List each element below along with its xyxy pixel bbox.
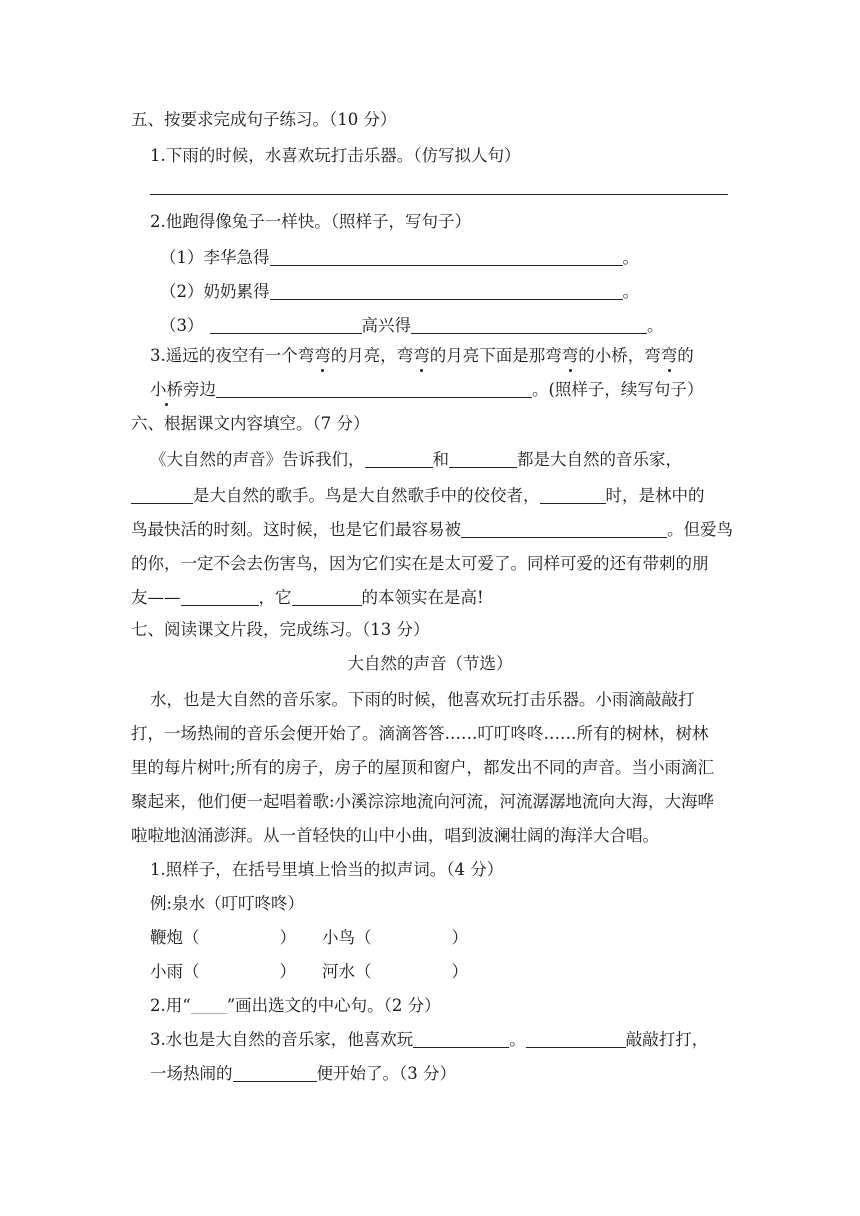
passage-line: 打，一场热闹的音乐会便开始了。滴滴答答……叮叮咚咚……所有的树林，树林 (131, 724, 709, 743)
blank[interactable] (461, 521, 667, 538)
close-paren: ） (451, 962, 468, 981)
q3-dotted-word: 小桥 (150, 380, 183, 399)
fill-item (322, 928, 468, 948)
q3-text: 小桥， (594, 346, 645, 365)
para-text: 。但爱鸟 (667, 520, 733, 539)
fill-item-label: 河水（ (322, 962, 372, 981)
q3-blank[interactable] (216, 381, 532, 398)
period: 。 (647, 316, 664, 335)
q3-text: 月亮， (347, 346, 397, 365)
q2-text: ”画出选文的中心句。（2 分） (226, 996, 441, 1015)
q2-item-2 (160, 282, 639, 302)
q3-text: 敲敲打打， (625, 1030, 709, 1049)
section-7-q1: 1.照样子，在括号里填上恰当的拟声词。（4 分） (150, 860, 504, 879)
section-6-para-line-5 (131, 588, 484, 608)
example-line: 例:泉水（叮叮咚咚） (150, 894, 305, 913)
fill-item-label: 小雨（ (150, 962, 200, 981)
answer-line-q1[interactable] (150, 194, 728, 195)
section-7-q3-line-1 (150, 1030, 708, 1050)
section-7-heading: 七、阅读课文片段，完成练习。（13 分） (131, 620, 430, 639)
section-7-q2 (150, 996, 441, 1016)
q3-text: 。(照样子，续写句子） (532, 380, 704, 399)
q2-item-3-blank-2[interactable] (411, 317, 647, 334)
blank[interactable] (233, 1065, 317, 1082)
q3-text: 便开始了。（3 分） (316, 1064, 456, 1083)
close-paren: ） (279, 962, 296, 981)
section-7-q3-line-2 (150, 1064, 456, 1084)
q2-item-3-mid: 高兴得 (361, 316, 411, 335)
passage-line: 啦啦地汹涌澎湃。从一首轻快的山中小曲，唱到波澜壮阔的海洋大合唱。 (131, 826, 659, 845)
para-text: 的本领实在是高! (361, 588, 484, 607)
q3-text: 。 (509, 1030, 526, 1049)
blank[interactable] (365, 451, 433, 468)
blank[interactable] (131, 487, 193, 504)
close-paren: ） (279, 928, 296, 947)
para-text: 和 (432, 450, 449, 469)
q3-text: 3.水也是大自然的音乐家，他喜欢玩 (150, 1030, 414, 1049)
blank[interactable] (292, 589, 362, 606)
para-text: 友—— (131, 588, 181, 607)
q3-text: 一场热闹的 (150, 1064, 233, 1083)
blank[interactable] (526, 1031, 626, 1048)
q3-dotted-word: 弯弯的 (644, 346, 694, 365)
section-5-q1: 1.下雨的时候，水喜欢玩打击乐器。（仿写拟人句） (150, 146, 521, 165)
q3-text: 旁边 (183, 380, 216, 399)
fill-item-label: 小鸟（ (322, 928, 372, 947)
q3-dotted-word: 弯弯的 (545, 346, 595, 365)
fill-item (150, 928, 296, 948)
blank[interactable] (540, 487, 606, 504)
q2-item-3-blank-1[interactable] (210, 317, 362, 334)
q2-text: 2.用“ (150, 996, 191, 1015)
section-6-heading: 六、根据课文内容填空。（7 分） (131, 414, 370, 433)
para-text: 是大自然的歌手。鸟是大自然歌手中的佼佼者， (193, 486, 540, 505)
q2-item-1 (160, 248, 639, 268)
section-6-para-line-2 (131, 486, 705, 506)
fill-item-label: 鞭炮（ (150, 928, 200, 947)
passage-line: 水，也是大自然的音乐家。下雨的时候，他喜欢玩打击乐器。小雨滴敲敲打 (150, 690, 695, 709)
blank[interactable] (181, 589, 259, 606)
blank[interactable] (449, 451, 517, 468)
q2-item-3 (160, 316, 664, 336)
section-6-para-line-1 (150, 450, 682, 470)
q3-dotted-word: 弯弯的 (396, 346, 447, 365)
para-text: 《大自然的声音》告诉我们， (150, 450, 365, 469)
passage-line: 里的每片树叶;所有的房子，房子的屋顶和窗户，都发出不同的声音。当小雨滴汇 (131, 758, 715, 777)
period: 。 (622, 248, 639, 267)
fill-item (322, 962, 468, 982)
para-text: 鸟最快活的时刻。这时候，也是它们最容易被 (131, 520, 461, 539)
section-6-para-line-4: 的你，一定不会去伤害鸟，因为它们实在是太可爱了。同样可爱的还有带刺的朋 (131, 554, 709, 573)
para-text: ，它 (258, 588, 292, 607)
period: 。 (622, 282, 639, 301)
q2-item-2-label: （2）奶奶累得 (160, 282, 270, 301)
passage-title: 大自然的声音（节选） (347, 654, 513, 673)
q2-item-3-label: （3） (160, 316, 204, 335)
para-text: 都是大自然的音乐家， (517, 450, 682, 469)
close-paren: ） (451, 928, 468, 947)
section-6-para-line-3 (131, 520, 733, 540)
blue-underline-sample (191, 997, 227, 1014)
section-5-heading: 五、按要求完成句子练习。（10 分） (131, 110, 397, 129)
section-5-q3-line-1 (150, 346, 694, 366)
section-5-q2: 2.他跑得像兔子一样快。（照样子，写句子） (150, 212, 471, 231)
q3-dotted-word: 弯弯的 (297, 346, 348, 365)
q3-text: 3.遥远的夜空有一个 (150, 346, 298, 365)
section-5-q3-line-2 (150, 380, 703, 400)
q2-item-1-blank[interactable] (270, 249, 623, 266)
passage-line: 聚起来，他们便一起唱着歌:小溪淙淙地流向河流，河流潺潺地流向大海，大海哗 (131, 792, 715, 811)
q3-text: 月亮下面是那 (446, 346, 546, 365)
q2-item-1-label: （1）李华急得 (160, 248, 270, 267)
q2-item-2-blank[interactable] (270, 283, 623, 300)
blank[interactable] (413, 1031, 509, 1048)
fill-item (150, 962, 296, 982)
para-text: 时，是林中的 (605, 486, 705, 505)
